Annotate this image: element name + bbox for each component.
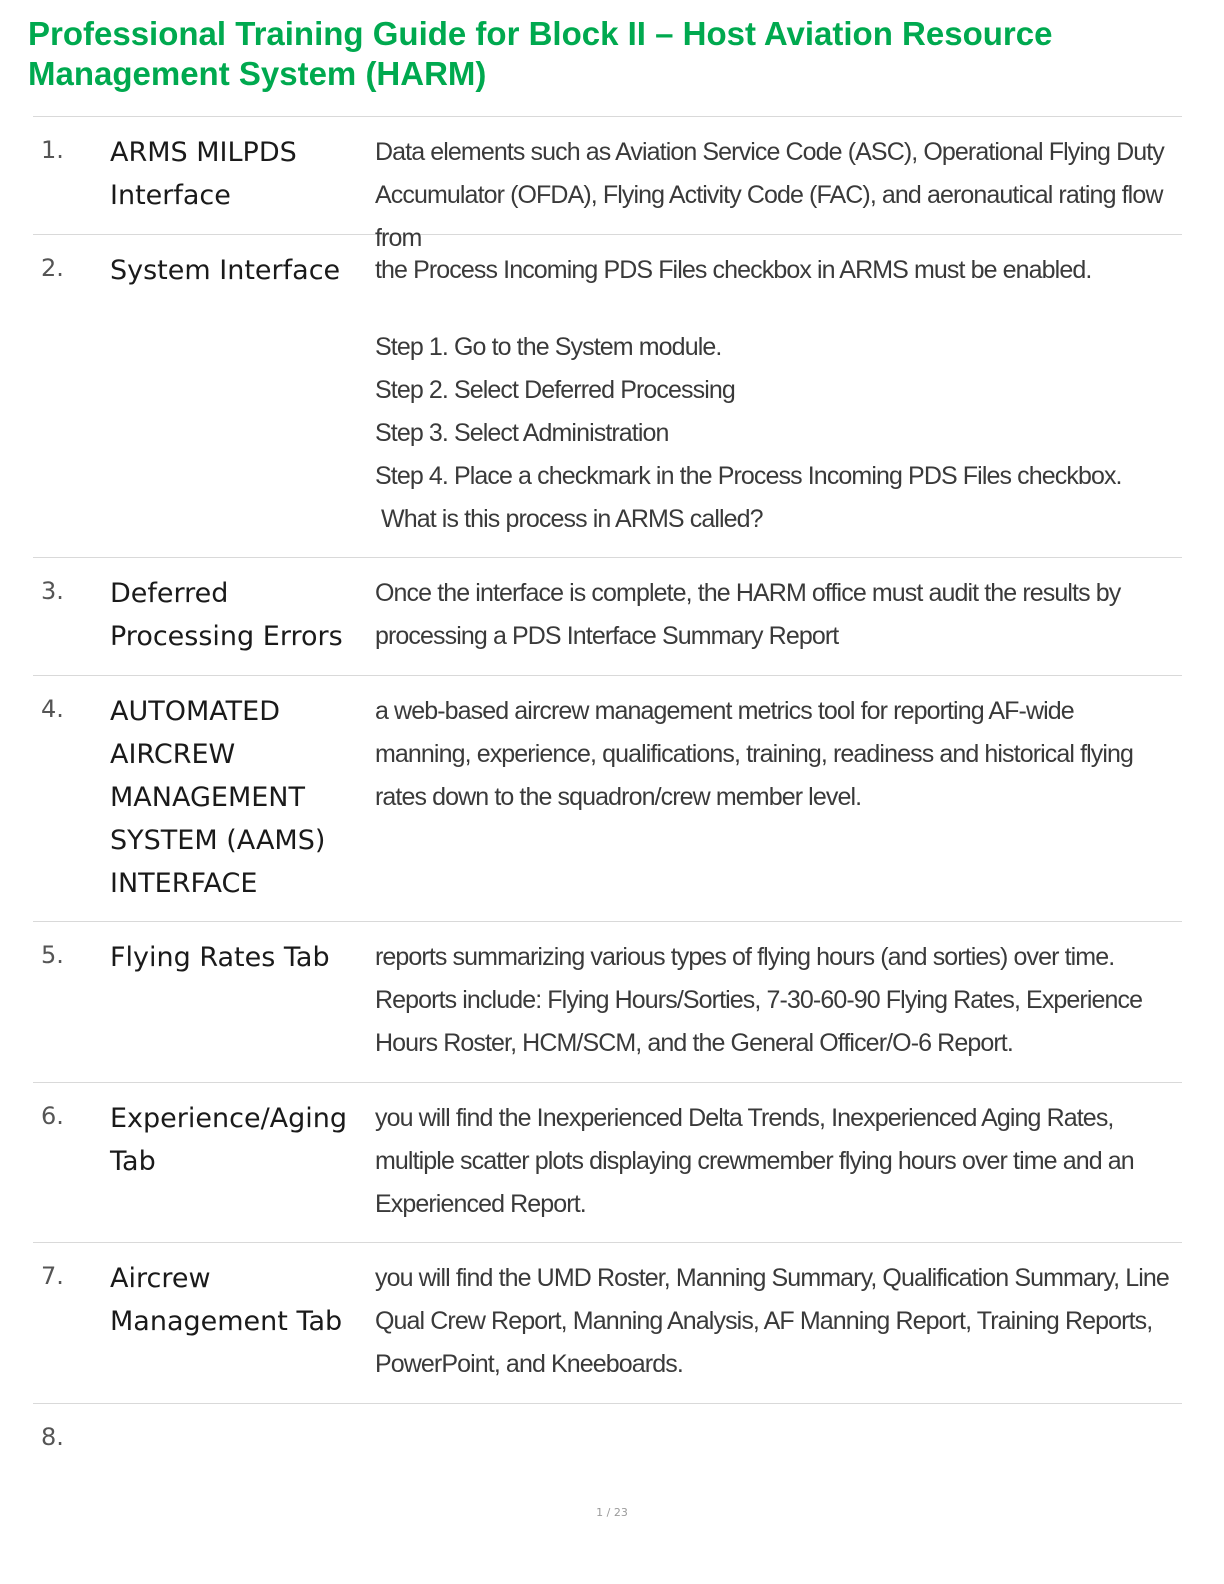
flashcard-row: [33, 1083, 1182, 1243]
flashcard-row: [33, 922, 1182, 1083]
card-number: 3.: [41, 577, 64, 605]
card-number: 7.: [41, 1262, 64, 1290]
card-number: 4.: [41, 695, 64, 723]
card-definition: a web-based aircrew management metrics tool for reporting AF-wide manning, experience, qualifications, training, readiness and historical flying rates down to the squadron/crew member level.: [375, 697, 1134, 811]
card-number: 1.: [41, 136, 64, 164]
page-number: 1 / 23: [596, 1506, 628, 1519]
card-number: 8.: [41, 1423, 64, 1451]
card-term: Deferred Processing Errors: [110, 578, 343, 652]
flashcard-row: [33, 676, 1182, 922]
card-term: Aircrew Management Tab: [110, 1263, 343, 1337]
step-item: Step 3. Select Administration: [375, 419, 669, 447]
flashcard-row: [33, 117, 1182, 252]
card-term: Flying Rates Tab: [110, 942, 330, 973]
card-definition-block: [375, 249, 1175, 541]
flashcard-list: [33, 116, 1182, 1476]
step-question: What is this process in ARMS called?: [381, 505, 763, 533]
card-term: System Interface: [110, 255, 341, 286]
card-definition: Once the interface is complete, the HARM office must audit the results by processing a PDS Interface Summary Report: [375, 579, 1121, 650]
card-term: Experience/Aging Tab: [110, 1103, 348, 1177]
flashcard-row: [33, 558, 1182, 676]
card-number: 6.: [41, 1102, 64, 1130]
card-definition: you will find the UMD Roster, Manning Summary, Qualification Summary, Line Qual Crew Report, Manning Analysis, AF Manning Report, Training Reports, PowerPoint, and Kneeboards.: [375, 1264, 1169, 1378]
card-definition: reports summarizing various types of flying hours (and sorties) over time. Reports include: Flying Hours/Sorties, 7-30-60-90 Flying Rates, Experience Hours Roster, HCM/SCM, and the General Officer/O-6 Report.: [375, 943, 1143, 1057]
flashcard-row: [33, 1243, 1182, 1404]
step-item: Step 2. Select Deferred Processing: [375, 376, 735, 404]
card-definition: you will find the Inexperienced Delta Trends, Inexperienced Aging Rates, multiple scatter plots displaying crewmember flying hours over time and an Experienced Report.: [375, 1104, 1134, 1218]
card-number: 5.: [41, 941, 64, 969]
flashcard-row: [33, 235, 1182, 558]
card-term: ARMS MILPDS Interface: [110, 137, 297, 211]
step-list: [375, 326, 1175, 541]
card-definition: Data elements such as Aviation Service Code (ASC), Operational Flying Duty Accumulator (OFDA), Flying Activity Code (FAC), and aeronautical rating flow from: [375, 138, 1164, 252]
card-definition: the Process Incoming PDS Files checkbox in ARMS must be enabled.: [375, 256, 1092, 284]
flashcard-row: [33, 1404, 1182, 1476]
step-item: Step 1. Go to the System module.: [375, 333, 722, 361]
card-term: AUTOMATED AIRCREW MANAGEMENT SYSTEM (AAMS) INTERFACE: [110, 696, 326, 899]
card-number: 2.: [41, 254, 64, 282]
step-item: Step 4. Place a checkmark in the Process Incoming PDS Files checkbox.: [375, 462, 1122, 490]
document-title: Professional Training Guide for Block II – Host Aviation Resource Management System (HARM): [28, 15, 1053, 92]
